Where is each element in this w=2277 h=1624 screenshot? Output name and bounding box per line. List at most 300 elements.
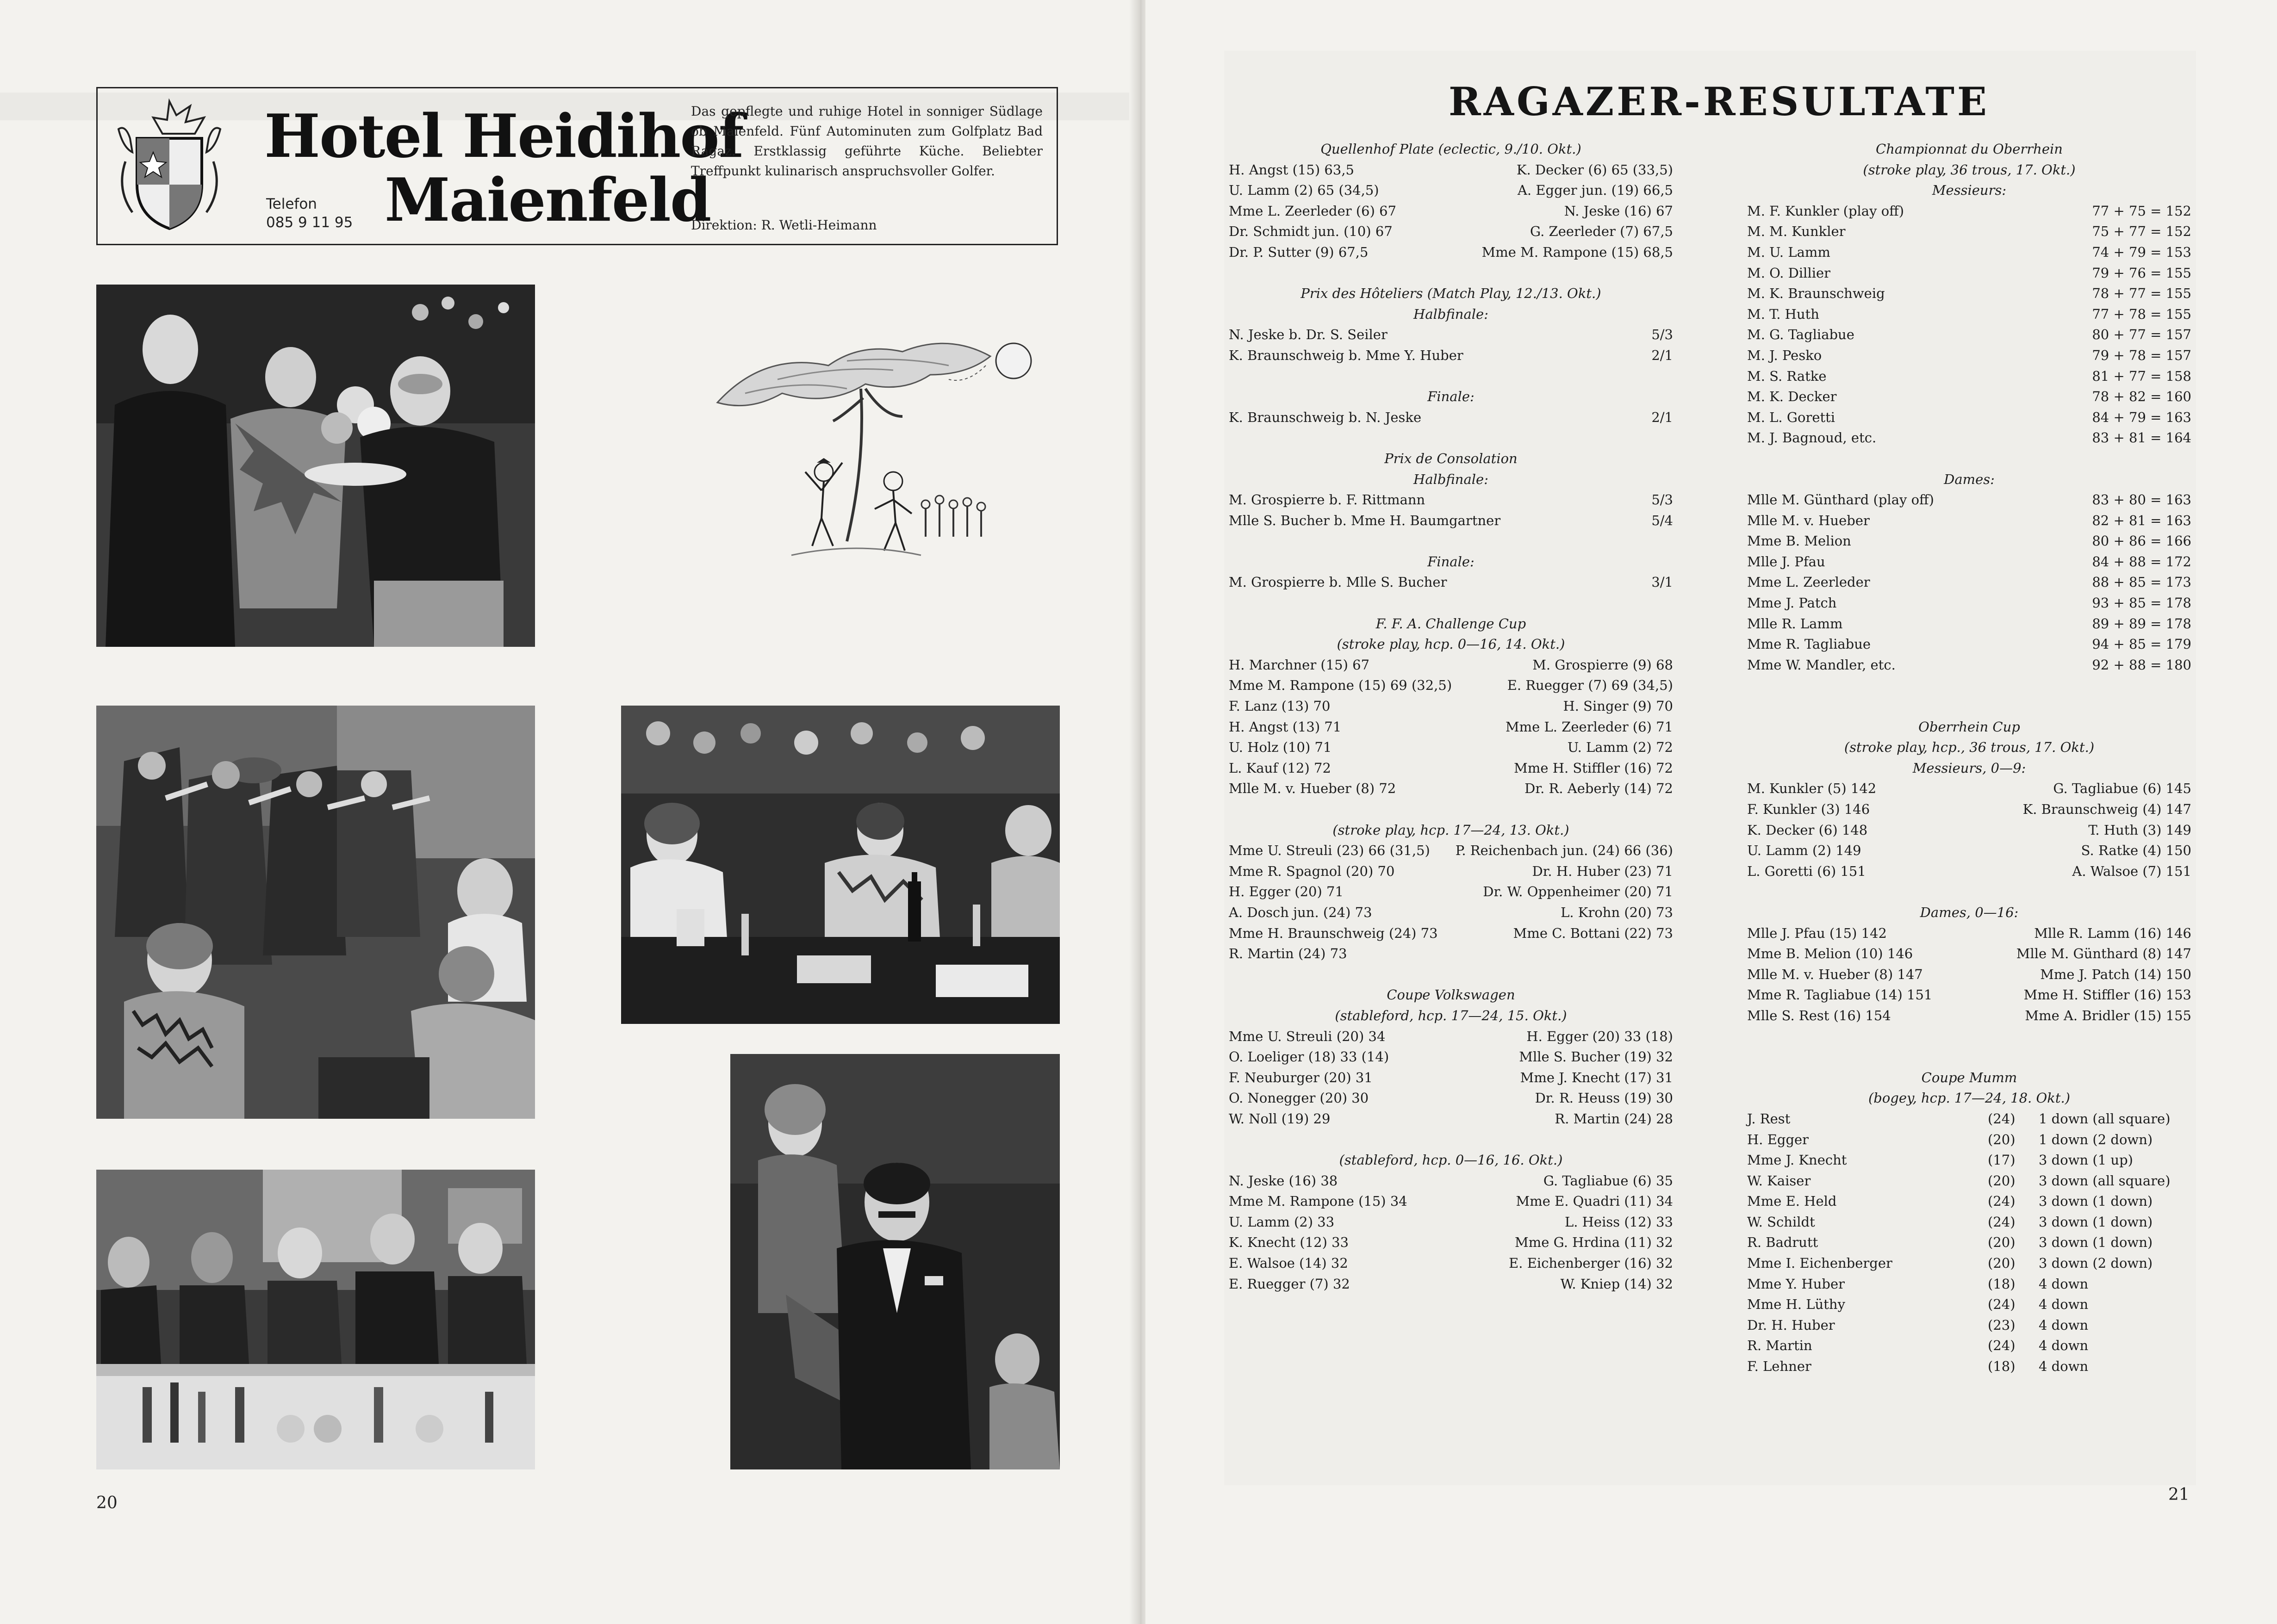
result-row	[1747, 964, 2191, 985]
result-row	[1747, 242, 2191, 263]
result-right: Mme A. Bridler (15) 155	[2025, 1007, 2191, 1023]
result-right: Mme L. Zeerleder (6) 71	[1505, 719, 1673, 735]
result-left: K. Decker (6) 148	[1747, 822, 1868, 838]
player-handicap: (24)	[1988, 1193, 2016, 1209]
section-subheading: (stroke play, hcp. 17—24, 13. Okt.)	[1332, 822, 1569, 838]
result-row	[1747, 1171, 2191, 1191]
round-label: Finale:	[1427, 553, 1474, 570]
result-row	[1229, 861, 1673, 882]
result-right: 77 + 78 = 155	[2092, 306, 2191, 322]
result-left: Mme J. Patch	[1747, 595, 1837, 611]
result-right: G. Tagliabue (6) 145	[2053, 781, 2191, 797]
results-column-left	[1229, 139, 1673, 1294]
result-row	[1747, 778, 2191, 799]
result-row	[1747, 1212, 2191, 1233]
result-row	[1229, 1026, 1673, 1047]
hotel-name: Hotel Heidihof	[264, 102, 743, 171]
section-heading: Oberrhein Cup	[1918, 719, 2020, 735]
section-subheading: (stroke play, hcp. 0—16, 14. Okt.)	[1337, 636, 1565, 652]
result-left: M. M. Kunkler	[1747, 223, 1846, 240]
result-row	[1747, 386, 2191, 407]
player-name: H. Egger	[1747, 1131, 1809, 1147]
group-label: Dames, 0—16:	[1920, 904, 2019, 920]
player-handicap: (18)	[1988, 1358, 2016, 1375]
result-row	[1229, 242, 1673, 263]
result-left: R. Martin (24) 73	[1229, 946, 1347, 962]
result-right: Mme M. Rampone (15) 68,5	[1481, 244, 1673, 260]
player-result: 4 down	[2039, 1276, 2089, 1292]
result-right: P. Reichenbach jun. (24) 66 (36)	[1455, 843, 1673, 859]
result-left: F. Lanz (13) 70	[1229, 698, 1331, 714]
result-row	[1229, 1232, 1673, 1253]
result-left: K. Braunschweig b. Mme Y. Huber	[1229, 347, 1463, 363]
player-result: 3 down (all square)	[2039, 1172, 2171, 1189]
result-right: 78 + 77 = 155	[2092, 285, 2191, 302]
phone-label: Telefon	[266, 196, 317, 212]
player-name: Mme E. Held	[1747, 1193, 1837, 1209]
result-left: Mlle J. Pfau (15) 142	[1747, 925, 1887, 941]
result-left: M. Kunkler (5) 142	[1747, 781, 1877, 797]
result-left: U. Lamm (2) 33	[1229, 1214, 1335, 1230]
player-handicap: (20)	[1988, 1255, 2016, 1271]
coupe-mumm-results	[1747, 1109, 2191, 1377]
hoteliers-final-results	[1229, 407, 1673, 428]
result-row	[1229, 572, 1673, 593]
player-result: 4 down	[2039, 1296, 2089, 1313]
result-left: Dr. Schmidt jun. (10) 67	[1229, 223, 1393, 240]
result-left: M. G. Tagliabue	[1747, 327, 1854, 343]
result-left: Mme H. Braunschweig (24) 73	[1229, 925, 1438, 941]
result-left: A. Dosch jun. (24) 73	[1229, 904, 1372, 920]
result-row	[1747, 531, 2191, 552]
result-left: M. L. Goretti	[1747, 409, 1835, 425]
result-row	[1747, 593, 2191, 614]
result-row	[1747, 1335, 2191, 1356]
result-row	[1747, 572, 2191, 593]
result-row	[1229, 324, 1673, 345]
result-row	[1747, 1191, 2191, 1212]
section-heading: Championnat du Oberrhein	[1876, 141, 2063, 157]
result-right: Mme J. Patch (14) 150	[2040, 966, 2191, 982]
result-right: Mlle S. Bucher (19) 32	[1519, 1049, 1673, 1065]
result-right: 77 + 75 = 152	[2092, 203, 2191, 219]
section-heading: Coupe Mumm	[1921, 1069, 2017, 1085]
result-left: Mlle R. Lamm	[1747, 615, 1843, 632]
result-row	[1229, 1191, 1673, 1212]
result-row	[1229, 655, 1673, 676]
result-left: Mme U. Streuli (20) 34	[1229, 1028, 1386, 1044]
player-handicap: (17)	[1988, 1152, 2016, 1168]
round-label: Halbfinale:	[1413, 471, 1488, 487]
result-left: M. J. Pesko	[1747, 347, 1822, 363]
section-heading: Quellenhof Plate (eclectic, 9./10. Okt.)	[1320, 141, 1581, 157]
result-left: N. Jeske (16) 38	[1229, 1172, 1338, 1189]
result-row	[1229, 345, 1673, 366]
section-heading: F. F. A. Challenge Cup	[1375, 615, 1526, 632]
result-row	[1747, 1232, 2191, 1253]
consolation-final-results	[1229, 572, 1673, 593]
result-left: M. S. Ratke	[1747, 368, 1827, 384]
player-handicap: (24)	[1988, 1296, 2016, 1313]
result-left: Mlle S. Rest (16) 154	[1747, 1007, 1891, 1023]
round-label: Halbfinale:	[1413, 306, 1488, 322]
page-number-right: 21	[2168, 1485, 2190, 1504]
result-left: M. U. Lamm	[1747, 244, 1830, 260]
result-row	[1747, 510, 2191, 531]
player-name: F. Lehner	[1747, 1358, 1811, 1375]
result-right: Dr. R. Aeberly (14) 72	[1524, 781, 1673, 797]
result-left: Mme B. Melion (10) 146	[1747, 946, 1913, 962]
result-right: M. Grospierre (9) 68	[1532, 657, 1673, 673]
result-right: 75 + 77 = 152	[2092, 223, 2191, 240]
result-right: Dr. W. Oppenheimer (20) 71	[1483, 884, 1673, 900]
left-page	[0, 0, 1138, 1624]
result-row	[1229, 1253, 1673, 1274]
result-right: W. Kniep (14) 32	[1560, 1276, 1673, 1292]
result-right: Mlle R. Lamm (16) 146	[2034, 925, 2191, 941]
result-row	[1229, 1047, 1673, 1067]
result-left: Mme L. Zeerleder (6) 67	[1229, 203, 1397, 219]
result-left: M. Grospierre b. F. Rittmann	[1229, 492, 1425, 508]
player-name: J. Rest	[1747, 1110, 1791, 1127]
player-name: R. Badrutt	[1747, 1234, 1818, 1251]
golf-sketch-illustration	[708, 324, 1060, 583]
result-row	[1747, 428, 2191, 448]
result-left: M. J. Bagnoud, etc.	[1747, 430, 1877, 446]
result-right: U. Lamm (2) 72	[1567, 739, 1673, 756]
result-left: Mme U. Streuli (23) 66 (31,5)	[1229, 843, 1430, 859]
result-right: 89 + 89 = 178	[2092, 615, 2191, 632]
hoteliers-semifinal-results	[1229, 324, 1673, 366]
ffa-results-high-hcp	[1229, 840, 1673, 964]
player-result: 3 down (1 up)	[2039, 1152, 2133, 1168]
result-row	[1747, 634, 2191, 655]
result-left: M. K. Decker	[1747, 389, 1837, 405]
section-heading: Prix de Consolation	[1384, 450, 1518, 466]
player-handicap: (24)	[1988, 1214, 2016, 1230]
result-right: K. Decker (6) 65 (33,5)	[1516, 161, 1673, 178]
player-result: 4 down	[2039, 1317, 2089, 1333]
result-right: 3/1	[1651, 574, 1673, 590]
result-row	[1747, 490, 2191, 510]
player-result: 3 down (1 down)	[2039, 1193, 2153, 1209]
result-right: 92 + 88 = 180	[2092, 657, 2191, 673]
result-right: Dr. R. Heuss (19) 30	[1535, 1090, 1673, 1106]
section-subheading: (bogey, hcp. 17—24, 18. Okt.)	[1868, 1090, 2071, 1106]
result-left: Mlle M. v. Hueber	[1747, 512, 1870, 528]
player-name: W. Kaiser	[1747, 1172, 1811, 1189]
result-left: H. Angst (15) 63,5	[1229, 161, 1354, 178]
result-row	[1229, 1212, 1673, 1233]
result-right: Mme H. Stiffler (16) 153	[2023, 987, 2191, 1003]
result-right: 80 + 77 = 157	[2092, 327, 2191, 343]
result-left: Mme B. Melion	[1747, 533, 1851, 549]
section-heading: Coupe Volkswagen	[1387, 987, 1515, 1003]
result-row	[1229, 943, 1673, 964]
result-row	[1229, 1067, 1673, 1088]
result-right: G. Zeerleder (7) 67,5	[1530, 223, 1673, 240]
result-left: U. Holz (10) 71	[1229, 739, 1332, 756]
result-row	[1747, 1274, 2191, 1295]
phone-number: 085 9 11 95	[266, 214, 353, 231]
result-row	[1747, 407, 2191, 428]
photo-dinner-table	[621, 706, 1060, 1024]
result-row	[1747, 263, 2191, 284]
group-label: Messieurs, 0—9:	[1912, 760, 2026, 776]
player-name: Dr. H. Huber	[1747, 1317, 1835, 1333]
result-row	[1229, 717, 1673, 738]
result-right: 84 + 88 = 172	[2092, 553, 2191, 570]
result-left: M. F. Kunkler (play off)	[1747, 203, 1904, 219]
result-right: 78 + 82 = 160	[2092, 389, 2191, 405]
result-row	[1229, 758, 1673, 779]
result-right: 93 + 85 = 178	[2092, 595, 2191, 611]
player-name: Mme Y. Huber	[1747, 1276, 1845, 1292]
result-right: 82 + 81 = 163	[2092, 512, 2191, 528]
result-row	[1229, 160, 1673, 180]
player-handicap: (18)	[1988, 1276, 2016, 1292]
result-left: F. Neuburger (20) 31	[1229, 1069, 1373, 1085]
result-right: 94 + 85 = 179	[2092, 636, 2191, 652]
result-row	[1747, 923, 2191, 944]
result-left: L. Kauf (12) 72	[1229, 760, 1331, 776]
oberrhein-cup-men-results	[1747, 778, 2191, 881]
result-right: N. Jeske (16) 67	[1564, 203, 1673, 219]
result-left: Mme M. Rampone (15) 34	[1229, 1193, 1407, 1209]
result-right: 2/1	[1651, 347, 1673, 363]
result-row	[1747, 1005, 2191, 1026]
result-right: 5/3	[1651, 492, 1673, 508]
result-right: E. Eichenberger (16) 32	[1509, 1255, 1673, 1271]
result-row	[1229, 1171, 1673, 1191]
result-left: Mlle M. v. Hueber (8) 72	[1229, 781, 1396, 797]
page-number-left: 20	[96, 1494, 118, 1512]
player-name: Mme J. Knecht	[1747, 1152, 1847, 1168]
result-right: 5/3	[1651, 327, 1673, 343]
section-subheading: (stableford, hcp. 17—24, 15. Okt.)	[1335, 1007, 1567, 1023]
result-right: 79 + 76 = 155	[2092, 265, 2191, 281]
result-row	[1229, 696, 1673, 717]
result-row	[1747, 1150, 2191, 1171]
result-right: 80 + 86 = 166	[2092, 533, 2191, 549]
result-left: Mme L. Zeerleder	[1747, 574, 1870, 590]
result-row	[1229, 923, 1673, 944]
result-right: 74 + 79 = 153	[2092, 244, 2191, 260]
player-result: 3 down (2 down)	[2039, 1255, 2153, 1271]
photo-band-celebration	[96, 706, 535, 1119]
result-right: 81 + 77 = 158	[2092, 368, 2191, 384]
result-left: K. Knecht (12) 33	[1229, 1234, 1349, 1251]
result-right: 79 + 78 = 157	[2092, 347, 2191, 363]
result-row	[1747, 345, 2191, 366]
result-right: 2/1	[1651, 409, 1673, 425]
result-row	[1747, 1129, 2191, 1150]
result-right: H. Egger (20) 33 (18)	[1526, 1028, 1673, 1044]
result-right: Mme H. Stiffler (16) 72	[1514, 760, 1673, 776]
result-right: R. Martin (24) 28	[1555, 1110, 1673, 1127]
volkswagen-results-high-hcp	[1229, 1026, 1673, 1129]
player-handicap: (23)	[1988, 1317, 2016, 1333]
result-left: H. Egger (20) 71	[1229, 884, 1344, 900]
result-left: E. Walsoe (14) 32	[1229, 1255, 1348, 1271]
result-row	[1229, 490, 1673, 510]
result-right: 88 + 85 = 173	[2092, 574, 2191, 590]
hotel-advertisement	[96, 87, 1058, 245]
result-right: 84 + 79 = 163	[2092, 409, 2191, 425]
section-subheading: (stableford, hcp. 0—16, 16. Okt.)	[1339, 1152, 1563, 1168]
photo-award-flowers	[96, 285, 535, 647]
result-row	[1229, 778, 1673, 799]
result-left: Mme R. Spagnol (20) 70	[1229, 863, 1395, 879]
result-right: Mme C. Bottani (22) 73	[1513, 925, 1673, 941]
round-label: Finale:	[1427, 389, 1474, 405]
result-right: L. Krohn (20) 73	[1561, 904, 1673, 920]
section-subheading: (stroke play, 36 trous, 17. Okt.)	[1863, 161, 2076, 178]
result-row	[1747, 304, 2191, 325]
result-row	[1747, 985, 2191, 1005]
result-row	[1747, 221, 2191, 242]
player-handicap: (24)	[1988, 1110, 2016, 1127]
result-left: H. Marchner (15) 67	[1229, 657, 1370, 673]
result-row	[1747, 1315, 2191, 1336]
result-left: H. Angst (13) 71	[1229, 719, 1342, 735]
result-left: F. Kunkler (3) 146	[1747, 801, 1870, 817]
result-left: M. T. Huth	[1747, 306, 1819, 322]
result-left: M. Grospierre b. Mlle S. Bucher	[1229, 574, 1447, 590]
result-row	[1747, 324, 2191, 345]
group-label: Dames:	[1944, 471, 1995, 487]
section-subheading: (stroke play, hcp., 36 trous, 17. Okt.)	[1844, 739, 2095, 756]
result-row	[1747, 840, 2191, 861]
player-result: 4 down	[2039, 1338, 2089, 1354]
result-row	[1229, 407, 1673, 428]
result-right: Dr. H. Huber (23) 71	[1532, 863, 1673, 879]
result-left: Mlle S. Bucher b. Mme H. Baumgartner	[1229, 512, 1501, 528]
oberrhein-cup-women-results	[1747, 923, 2191, 1026]
result-row	[1229, 221, 1673, 242]
result-row	[1747, 861, 2191, 882]
championnat-women-results	[1747, 490, 2191, 675]
result-left: M. K. Braunschweig	[1747, 285, 1885, 302]
result-right: G. Tagliabue (6) 35	[1543, 1172, 1673, 1189]
player-result: 3 down (1 down)	[2039, 1214, 2153, 1230]
result-row	[1229, 840, 1673, 861]
result-left: O. Nonegger (20) 30	[1229, 1090, 1369, 1106]
player-name: R. Martin	[1747, 1338, 1812, 1354]
result-left: Mme W. Mandler, etc.	[1747, 657, 1896, 673]
result-right: 83 + 80 = 163	[2092, 492, 2191, 508]
photo-bar-toast	[96, 1170, 535, 1469]
result-right: 5/4	[1651, 512, 1673, 528]
result-row	[1229, 180, 1673, 201]
result-row	[1229, 1274, 1673, 1295]
player-result: 1 down (all square)	[2039, 1110, 2171, 1127]
result-left: E. Ruegger (7) 32	[1229, 1276, 1350, 1292]
result-row	[1747, 1253, 2191, 1274]
result-row	[1229, 1109, 1673, 1129]
result-row	[1747, 1109, 2191, 1129]
result-row	[1229, 902, 1673, 923]
result-left: Mme M. Rampone (15) 69 (32,5)	[1229, 677, 1452, 694]
result-right: S. Ratke (4) 150	[2081, 843, 2191, 859]
result-left: Mme R. Tagliabue (14) 151	[1747, 987, 1933, 1003]
result-left: Dr. P. Sutter (9) 67,5	[1229, 244, 1369, 260]
result-right: Mme E. Quadri (11) 34	[1516, 1193, 1673, 1209]
result-right: Mme G. Hrdina (11) 32	[1515, 1234, 1673, 1251]
result-left: L. Goretti (6) 151	[1747, 863, 1866, 879]
result-row	[1747, 943, 2191, 964]
photo-man-and-girl	[730, 1054, 1060, 1469]
player-result: 4 down	[2039, 1358, 2089, 1375]
player-handicap: (24)	[1988, 1338, 2016, 1354]
result-left: Mlle J. Pfau	[1747, 553, 1825, 570]
result-left: K. Braunschweig b. N. Jeske	[1229, 409, 1422, 425]
result-row	[1747, 1356, 2191, 1377]
player-result: 1 down (2 down)	[2039, 1131, 2153, 1147]
result-row	[1229, 510, 1673, 531]
result-left: M. O. Dillier	[1747, 265, 1831, 281]
player-name: Mme H. Lüthy	[1747, 1296, 1845, 1313]
result-left: Mlle M. v. Hueber (8) 147	[1747, 966, 1923, 982]
result-right: T. Huth (3) 149	[2088, 822, 2191, 838]
result-left: W. Noll (19) 29	[1229, 1110, 1331, 1127]
result-row	[1229, 201, 1673, 222]
championnat-men-results	[1747, 201, 2191, 448]
result-right: L. Heiss (12) 33	[1564, 1214, 1673, 1230]
group-label: Messieurs:	[1932, 182, 2007, 198]
result-row	[1747, 552, 2191, 572]
result-right: A. Walsoe (7) 151	[2072, 863, 2191, 879]
player-name: W. Schildt	[1747, 1214, 1815, 1230]
hotel-description: Das gepflegte und ruhige Hotel in sonniger Südlage ob Maienfeld. Fünf Autominuten zum Golfplatz Bad Ragaz. Erstklassig geführte Küche. Beliebter Treffpunkt kulinarisch anspruchsvoller Golfer.	[691, 104, 1043, 179]
result-left: N. Jeske b. Dr. S. Seiler	[1229, 327, 1387, 343]
result-row	[1229, 881, 1673, 902]
result-row	[1747, 366, 2191, 387]
coat-of-arms-icon	[112, 97, 227, 236]
result-row	[1747, 820, 2191, 841]
result-left: O. Loeliger (18) 33 (14)	[1229, 1049, 1389, 1065]
result-left: Mlle M. Günthard (play off)	[1747, 492, 1934, 508]
player-handicap: (20)	[1988, 1234, 2016, 1251]
result-row	[1229, 675, 1673, 696]
result-left: U. Lamm (2) 149	[1747, 843, 1861, 859]
result-row	[1747, 201, 2191, 222]
result-right: Mlle M. Günthard (8) 147	[2016, 946, 2191, 962]
player-handicap: (20)	[1988, 1172, 2016, 1189]
hotel-location: Maienfeld	[385, 166, 711, 235]
result-left: U. Lamm (2) 65 (34,5)	[1229, 182, 1379, 198]
volkswagen-results-low-hcp	[1229, 1171, 1673, 1295]
result-row	[1747, 799, 2191, 820]
player-handicap: (20)	[1988, 1131, 2016, 1147]
result-row	[1229, 737, 1673, 758]
result-right: H. Singer (9) 70	[1563, 698, 1673, 714]
player-name: Mme I. Eichenberger	[1747, 1255, 1892, 1271]
player-result: 3 down (1 down)	[2039, 1234, 2153, 1251]
result-row	[1747, 655, 2191, 676]
hotel-direction: Direktion: R. Wetli-Heimann	[691, 217, 877, 233]
consolation-semifinal-results	[1229, 490, 1673, 531]
result-right: Mme J. Knecht (17) 31	[1520, 1069, 1673, 1085]
result-row	[1747, 614, 2191, 634]
quellenhof-results	[1229, 160, 1673, 263]
results-column-right	[1747, 139, 2191, 1377]
result-row	[1747, 283, 2191, 304]
result-right: 83 + 81 = 164	[2092, 430, 2191, 446]
result-row	[1747, 1294, 2191, 1315]
ffa-results-low-hcp	[1229, 655, 1673, 799]
page-title: RAGAZER-RESULTATE	[1449, 79, 1990, 124]
